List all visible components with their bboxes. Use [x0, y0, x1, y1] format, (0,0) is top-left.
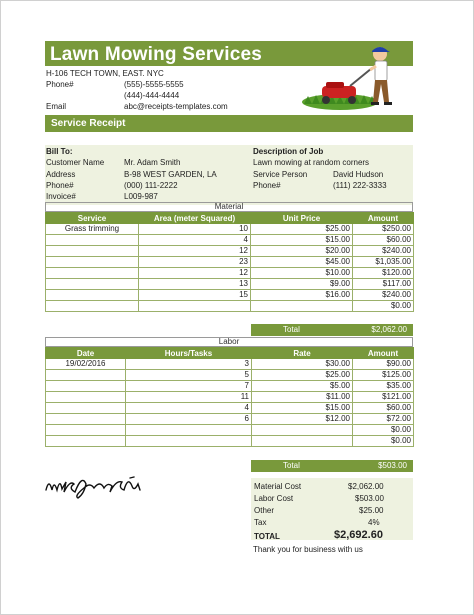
table-row [46, 257, 414, 268]
date-cell [46, 414, 126, 425]
company-title: Lawn Mowing Services [50, 44, 262, 65]
invoice-label: Invoice# [46, 192, 76, 201]
date-cell [46, 403, 126, 414]
material-cost-label: Material Cost [254, 482, 302, 491]
table-row [46, 224, 414, 235]
column-header: Hours/Tasks [126, 348, 252, 359]
labor-total-bar [251, 460, 413, 472]
hours-cell: 11 [126, 392, 252, 403]
table-row [46, 301, 414, 312]
material-total-bar [251, 324, 413, 336]
rate-cell [252, 436, 353, 447]
date-cell [46, 370, 126, 381]
amount-cell: $90.00 [353, 359, 414, 370]
area-cell: 15 [139, 290, 251, 301]
email-label: Email [46, 102, 67, 111]
unit-price-cell: $15.00 [251, 235, 353, 246]
service-cell [46, 279, 139, 290]
amount-cell: $60.00 [353, 403, 414, 414]
rate-cell [252, 425, 353, 436]
table-row [46, 425, 414, 436]
table-row [46, 268, 414, 279]
column-header: Unit Price [251, 213, 353, 224]
rate-cell: $25.00 [252, 370, 353, 381]
phone-label: Phone# [46, 80, 74, 89]
labor-cost-label: Labor Cost [254, 494, 294, 503]
grand-total-label: TOTAL [254, 532, 280, 541]
table-row [46, 403, 414, 414]
bill-phone-label: Phone# [46, 181, 74, 190]
service-cell [46, 268, 139, 279]
unit-price-cell: $25.00 [251, 224, 353, 235]
bill-to-heading: Bill To: [46, 147, 73, 156]
material-total-label: Total [283, 325, 300, 334]
amount-cell: $0.00 [353, 436, 414, 447]
labor-table [45, 347, 414, 447]
service-cell [46, 301, 139, 312]
table-row [46, 436, 414, 447]
table-row [46, 392, 414, 403]
email-value: abc@receipts-templates.com [124, 102, 228, 111]
thank-you-note: Thank you for business with us [253, 545, 363, 554]
bill-phone-value: (000) 111-2222 [124, 181, 178, 190]
phone-2: (444)-444-4444 [124, 91, 180, 100]
section-title: Service Receipt [51, 118, 126, 129]
amount-cell: $0.00 [353, 301, 414, 312]
lawn-mower-illustration [300, 40, 410, 112]
date-cell [46, 436, 126, 447]
hours-cell [126, 425, 252, 436]
company-address: H-106 TECH TOWN, EAST. NYC [46, 69, 164, 78]
amount-cell: $240.00 [353, 246, 414, 257]
table-row [46, 246, 414, 257]
column-header: Area (meter Squared) [139, 213, 251, 224]
unit-price-cell: $10.00 [251, 268, 353, 279]
labor-total-label: Total [283, 461, 300, 470]
signature [44, 470, 154, 500]
amount-cell: $1,035.00 [353, 257, 414, 268]
tax-value: 4% [368, 518, 380, 527]
address-label: Address [46, 170, 76, 179]
service-person-label: Service Person [253, 170, 308, 179]
date-cell [46, 392, 126, 403]
job-phone-label: Phone# [253, 181, 281, 190]
other-label: Other [254, 506, 275, 515]
hours-cell: 5 [126, 370, 252, 381]
address-value: B-98 WEST GARDEN, LA [124, 170, 217, 179]
area-cell [139, 301, 251, 312]
table-row [46, 359, 414, 370]
hours-cell: 4 [126, 403, 252, 414]
labor-caption: Labor [218, 337, 240, 346]
tax-label: Tax [254, 518, 267, 527]
invoice-value: L009-987 [124, 192, 158, 201]
material-cost-value: $2,062.00 [348, 482, 384, 491]
date-cell [46, 381, 126, 392]
rate-cell: $5.00 [252, 381, 353, 392]
job-heading: Description of Job [253, 147, 324, 156]
table-row [46, 235, 414, 246]
unit-price-cell [251, 301, 353, 312]
rate-cell: $12.00 [252, 414, 353, 425]
amount-cell: $60.00 [353, 235, 414, 246]
customer-name-label: Customer Name [46, 158, 105, 167]
service-cell [46, 246, 139, 257]
service-cell: Grass trimming [46, 224, 139, 235]
table-row [46, 290, 414, 301]
labor-cost-value: $503.00 [355, 494, 384, 503]
service-cell [46, 290, 139, 301]
table-row [46, 370, 414, 381]
unit-price-cell: $9.00 [251, 279, 353, 290]
amount-cell: $250.00 [353, 224, 414, 235]
job-phone-value: (111) 222-3333 [333, 181, 387, 190]
date-cell: 19/02/2016 [46, 359, 126, 370]
column-header: Date [46, 348, 126, 359]
area-cell: 10 [139, 224, 251, 235]
hours-cell: 3 [126, 359, 252, 370]
job-description: Lawn mowing at random corners [253, 158, 370, 167]
table-row [46, 414, 414, 425]
labor-header-row [46, 348, 414, 359]
column-header: Service [46, 213, 139, 224]
area-cell: 4 [139, 235, 251, 246]
material-table [45, 212, 414, 312]
amount-cell: $120.00 [353, 268, 414, 279]
column-header: Amount [353, 348, 414, 359]
column-header: Amount [353, 213, 414, 224]
amount-cell: $35.00 [353, 381, 414, 392]
area-cell: 23 [139, 257, 251, 268]
date-cell [46, 425, 126, 436]
grand-total-value: $2,692.60 [334, 529, 383, 541]
phone-1: (555)-5555-5555 [124, 80, 184, 89]
amount-cell: $125.00 [353, 370, 414, 381]
material-header-row [46, 213, 414, 224]
unit-price-cell: $20.00 [251, 246, 353, 257]
service-cell [46, 235, 139, 246]
rate-cell: $15.00 [252, 403, 353, 414]
amount-cell: $0.00 [353, 425, 414, 436]
amount-cell: $240.00 [353, 290, 414, 301]
material-caption: Material [214, 202, 244, 211]
hours-cell [126, 436, 252, 447]
rate-cell: $30.00 [252, 359, 353, 370]
unit-price-cell: $16.00 [251, 290, 353, 301]
amount-cell: $117.00 [353, 279, 414, 290]
service-cell [46, 257, 139, 268]
other-value: $25.00 [359, 506, 384, 515]
amount-cell: $121.00 [353, 392, 414, 403]
customer-name-value: Mr. Adam Smith [124, 158, 181, 167]
column-header: Rate [252, 348, 353, 359]
hours-cell: 6 [126, 414, 252, 425]
unit-price-cell: $45.00 [251, 257, 353, 268]
table-row [46, 279, 414, 290]
amount-cell: $72.00 [353, 414, 414, 425]
rate-cell: $11.00 [252, 392, 353, 403]
area-cell: 12 [139, 268, 251, 279]
table-row [46, 381, 414, 392]
service-person-value: David Hudson [333, 170, 384, 179]
material-total-value: $2,062.00 [371, 325, 407, 334]
labor-total-value: $503.00 [378, 461, 407, 470]
hours-cell: 7 [126, 381, 252, 392]
area-cell: 12 [139, 246, 251, 257]
area-cell: 13 [139, 279, 251, 290]
